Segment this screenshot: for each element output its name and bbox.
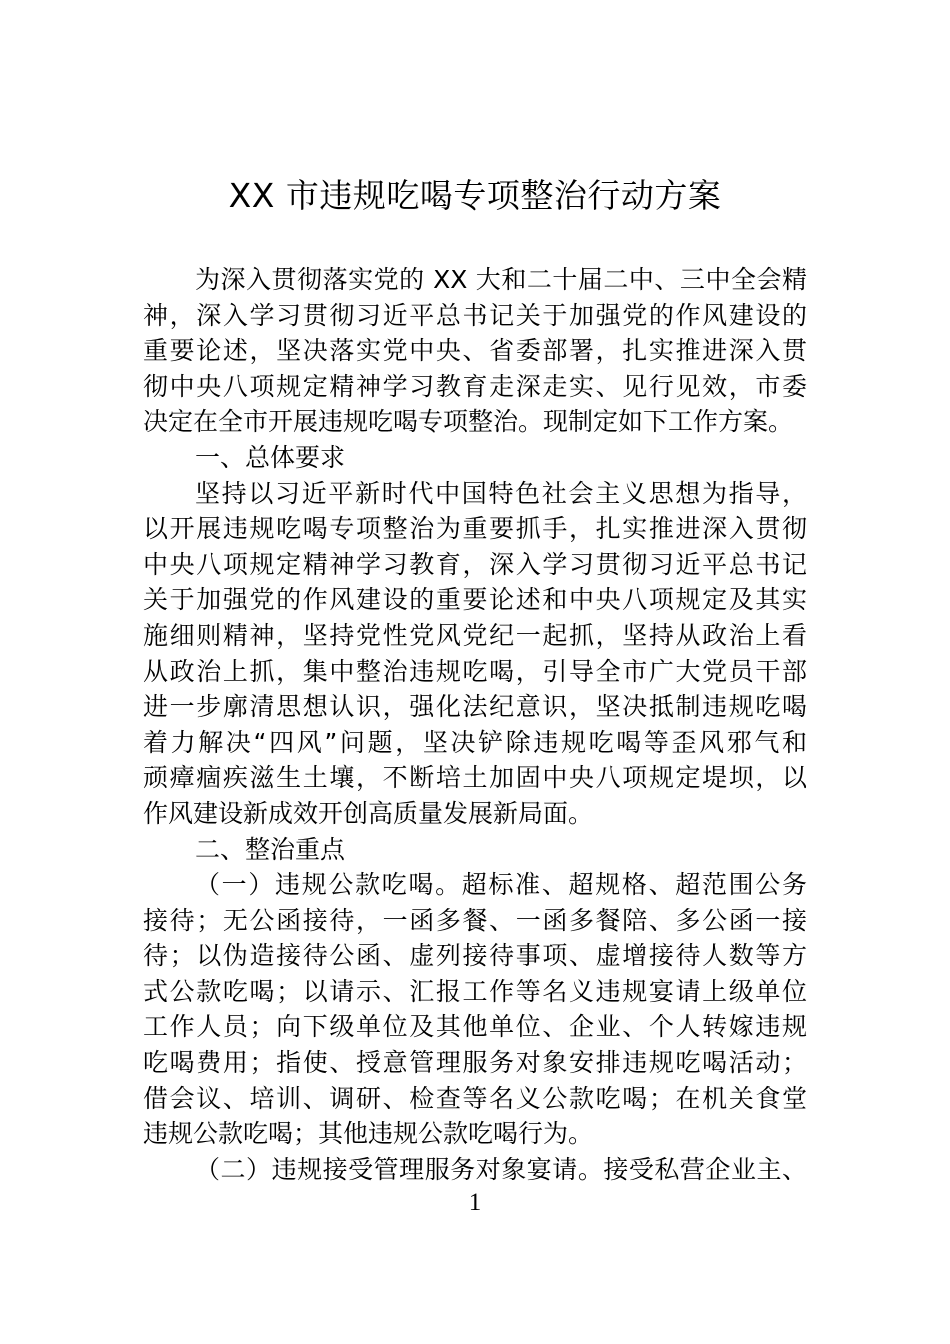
paragraph-line: 为深入贯彻落实党的 XX 大和二十届二中、三中全会精 [195, 265, 807, 294]
section-heading: 一、总体要求 [195, 442, 346, 472]
page-number: 1 [468, 1189, 482, 1216]
paragraph-line: （二）违规接受管理服务对象宴请。接受私营企业主、 [195, 1154, 807, 1184]
paragraph-line: 以开展违规吃喝专项整治为重要抓手，扎实推进深入贯彻 [143, 514, 807, 544]
paragraph-line: 着力解决“四风”问题，坚决铲除违规吃喝等歪风邪气和 [143, 727, 807, 757]
paragraph-line: 决定在全市开展违规吃喝专项整治。现制定如下工作方案。 [143, 407, 794, 437]
paragraph-line: 接待；无公函接待，一函多餐、一函多餐陪、多公函一接 [143, 905, 807, 935]
paragraph-line: 工作人员；向下级单位及其他单位、企业、个人转嫁违规 [143, 1012, 807, 1042]
paragraph-line: 施细则精神，坚持党性党风党纪一起抓，坚持从政治上看 [143, 620, 807, 650]
section-heading: 二、整治重点 [195, 834, 346, 864]
document-body [143, 262, 807, 1187]
paragraph-line: 借会议、培训、调研、检查等名义公款吃喝；在机关食堂 [143, 1083, 807, 1113]
paragraph-line: 式公款吃喝；以请示、汇报工作等名义违规宴请上级单位 [143, 976, 807, 1006]
paragraph-line: 待；以伪造接待公函、虚列接待事项、虚增接待人数等方 [143, 941, 807, 971]
paragraph-line: 彻中央八项规定精神学习教育走深走实、见行见效，市委 [143, 371, 807, 401]
document-title: XX 市违规吃喝专项整治行动方案 [228, 176, 722, 215]
paragraph-line: 进一步廓清思想认识，强化法纪意识，坚决抵制违规吃喝 [143, 692, 807, 722]
paragraph-line: 作风建设新成效开创高质量发展新局面。 [143, 798, 594, 828]
paragraph-line: 吃喝费用；指使、授意管理服务对象安排违规吃喝活动； [143, 1048, 807, 1078]
paragraph-line: 神，深入学习贯彻习近平总书记关于加强党的作风建设的 [143, 300, 807, 330]
paragraph-line: （一）违规公款吃喝。超标准、超规格、超范围公务 [195, 870, 807, 900]
paragraph-line: 重要论述，坚决落实党中央、省委部署，扎实推进深入贯 [143, 336, 807, 366]
paragraph-line: 从政治上抓，集中整治违规吃喝，引导全市广大党员干部 [143, 656, 807, 686]
paragraph-line: 中央八项规定精神学习教育，深入学习贯彻习近平总书记 [143, 549, 807, 579]
paragraph-line: 坚持以习近平新时代中国特色社会主义思想为指导， [195, 478, 807, 508]
paragraph-line: 关于加强党的作风建设的重要论述和中央八项规定及其实 [143, 585, 807, 615]
paragraph-line: 顽瘴痼疾滋生土壤，不断培土加固中央八项规定堤坝，以 [143, 763, 807, 793]
paragraph-line: 违规公款吃喝；其他违规公款吃喝行为。 [143, 1119, 594, 1149]
